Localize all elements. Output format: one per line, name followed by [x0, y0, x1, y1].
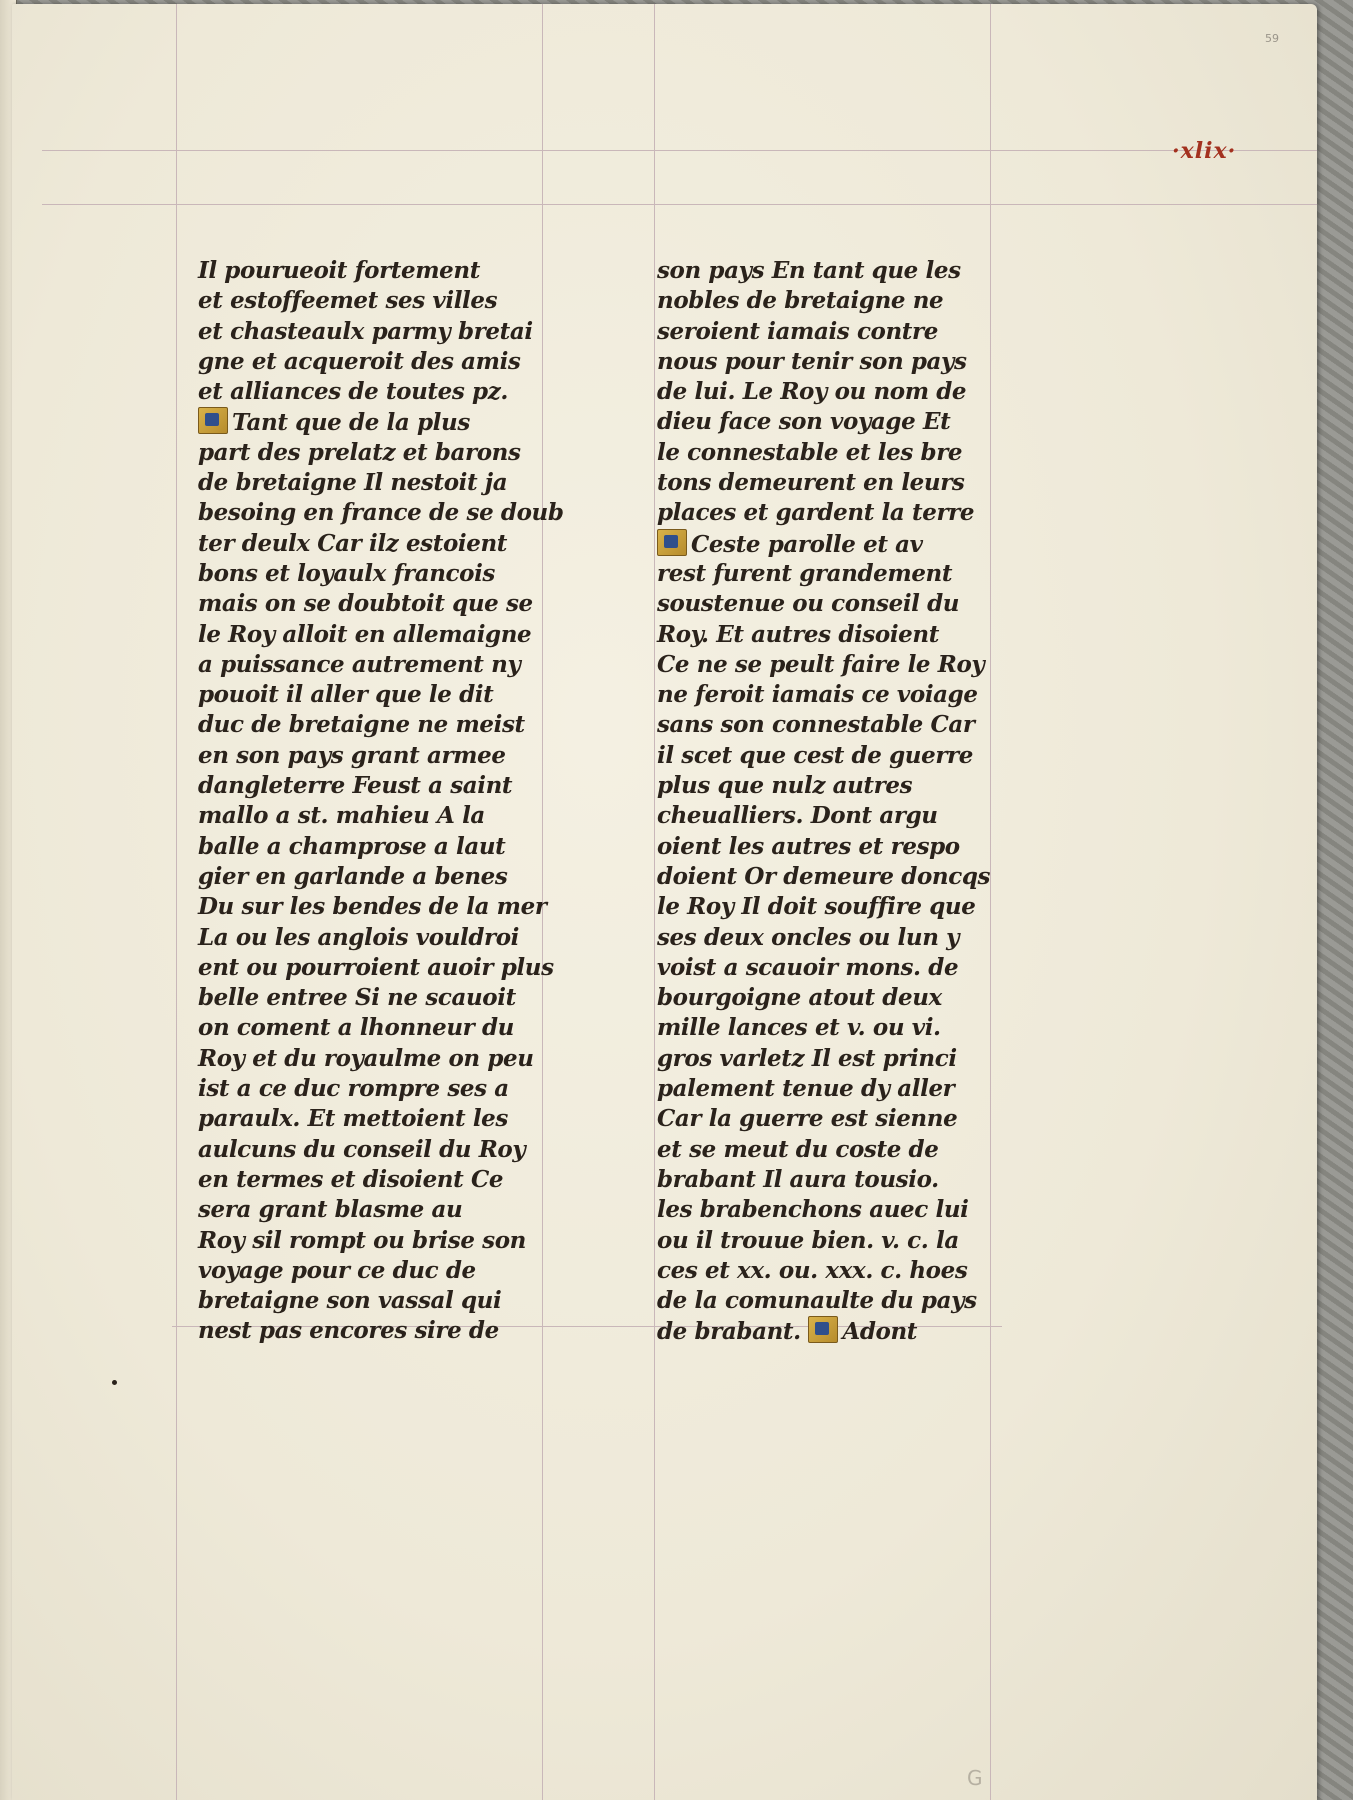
- text-line: [657, 589, 1057, 619]
- line-text: paraulx. Et mettoient les: [198, 1105, 508, 1133]
- illuminated-initial-icon: [808, 1316, 838, 1343]
- text-line: [657, 1135, 1057, 1165]
- text-line: [657, 1013, 1057, 1043]
- line-text: a puissance autrement ny: [198, 650, 521, 678]
- line-text: part des prelatz et barons: [198, 438, 521, 466]
- line-text: son pays En tant que les: [657, 257, 961, 284]
- line-text: ou il trouue bien. v. c. la: [657, 1226, 959, 1254]
- line-text: il scet que cest de guerre: [657, 741, 973, 769]
- line-text: besoing en france de se doub: [198, 499, 564, 527]
- ruling-line: [42, 204, 1317, 205]
- text-line: [198, 468, 598, 498]
- line-text: bretaigne son vassal qui: [198, 1287, 502, 1315]
- line-text: ces et xx. ou. xxx. c. hoes: [657, 1256, 968, 1284]
- text-line: [657, 1044, 1057, 1074]
- text-line: [198, 377, 598, 407]
- line-text: ist a ce duc rompre ses a: [198, 1075, 509, 1103]
- text-line: [657, 468, 1057, 498]
- ruling-line: [654, 4, 655, 1800]
- line-text: bons et loyaulx francois: [198, 559, 495, 587]
- line-text: le connestable et les bre: [657, 438, 963, 466]
- text-line: [198, 498, 598, 528]
- text-line: [657, 1195, 1057, 1225]
- illuminated-initial-icon: [198, 407, 228, 434]
- text-line: [657, 347, 1057, 377]
- text-line: [657, 317, 1057, 347]
- line-text: gne et acqueroit des amis: [198, 347, 521, 375]
- text-line: [198, 529, 598, 559]
- text-line: [198, 407, 598, 437]
- line-text: mais on se doubtoit que se: [198, 590, 533, 618]
- folio-numeral: xlix: [1180, 138, 1228, 164]
- line-text: palement tenue dy aller: [657, 1075, 955, 1103]
- line-text: ses deux oncles ou lun y: [657, 923, 960, 951]
- text-line: [198, 438, 598, 468]
- line-text: dieu face son voyage Et: [657, 408, 951, 436]
- ruling-line: [42, 150, 1317, 151]
- line-text: et chasteaulx parmy bretai: [198, 317, 533, 345]
- text-line: [198, 317, 598, 347]
- line-text: pouoit il aller que le dit: [198, 681, 494, 709]
- text-line: [657, 862, 1057, 892]
- line-text: Du sur les bendes de la mer: [198, 893, 547, 921]
- text-line: [198, 771, 598, 801]
- bottom-pencil-mark: G: [967, 1766, 983, 1790]
- text-line: [657, 953, 1057, 983]
- text-line: [657, 529, 1057, 559]
- line-text: le Roy alloit en allemaigne: [198, 620, 532, 648]
- text-line: [657, 620, 1057, 650]
- line-text: belle entree Si ne scauoit: [198, 984, 516, 1012]
- text-line: [198, 1226, 598, 1256]
- illuminated-initial-icon: [657, 529, 687, 556]
- text-line: [198, 832, 598, 862]
- text-line: [198, 680, 598, 710]
- line-text: de lui. Le Roy ou nom de: [657, 378, 967, 406]
- line-text: Ce ne se peult faire le Roy: [657, 650, 985, 678]
- line-text: et se meut du coste de: [657, 1135, 939, 1163]
- text-line: [657, 771, 1057, 801]
- line-text: soustenue ou conseil du: [657, 590, 960, 618]
- text-line: [198, 710, 598, 740]
- text-line: [657, 1256, 1057, 1286]
- line-text: Il pourueoit fortement: [198, 257, 480, 284]
- line-text: places et gardent la terre: [657, 499, 975, 527]
- text-line: [657, 498, 1057, 528]
- text-line: [657, 892, 1057, 922]
- text-line: [198, 1165, 598, 1195]
- folio-number: ·xlix·: [1172, 138, 1237, 164]
- text-line: [198, 862, 598, 892]
- text-line: [198, 1135, 598, 1165]
- text-line: [657, 438, 1057, 468]
- text-line: [657, 407, 1057, 437]
- line-text: balle a champrose a laut: [198, 832, 506, 860]
- line-text: de brabant.: [657, 1318, 809, 1346]
- text-line: [657, 1104, 1057, 1134]
- text-line: [198, 1286, 598, 1316]
- line-text: duc de bretaigne ne meist: [198, 711, 525, 739]
- line-text: nest pas encores sire de: [198, 1317, 499, 1345]
- text-line: [198, 589, 598, 619]
- line-text: gros varletz Il est princi: [657, 1044, 957, 1072]
- line-text: Adont: [842, 1318, 917, 1346]
- line-text: rest furent grandement: [657, 559, 953, 587]
- text-line: [657, 1226, 1057, 1256]
- line-text: mille lances et v. ou vi.: [657, 1014, 941, 1042]
- text-line: [198, 1104, 598, 1134]
- line-text: gier en garlande a benes: [198, 862, 508, 890]
- line-text: et alliances de toutes pz.: [198, 378, 508, 406]
- text-line: [198, 559, 598, 589]
- text-line: [657, 650, 1057, 680]
- text-line: [198, 801, 598, 831]
- text-line: [657, 256, 1057, 286]
- line-text: voyage pour ce duc de: [198, 1256, 476, 1284]
- line-text: Roy sil rompt ou brise son: [198, 1226, 526, 1254]
- line-text: les brabenchons auec lui: [657, 1196, 969, 1224]
- line-text: plus que nulz autres: [657, 772, 913, 800]
- text-line: [198, 923, 598, 953]
- line-text: sans son connestable Car: [657, 711, 975, 739]
- text-line: [198, 983, 598, 1013]
- text-line: [198, 650, 598, 680]
- line-text: Car la guerre est sienne: [657, 1105, 958, 1133]
- pencil-foliation: 59: [1265, 32, 1279, 45]
- line-text: ter deulx Car ilz estoient: [198, 529, 508, 557]
- line-text: oient les autres et respo: [657, 832, 960, 860]
- text-line: [198, 286, 598, 316]
- text-line: [198, 953, 598, 983]
- line-text: Roy et du royaulme on peu: [198, 1044, 534, 1072]
- text-line: [657, 1074, 1057, 1104]
- ruling-line: [176, 4, 177, 1800]
- text-line: [198, 347, 598, 377]
- text-line: [198, 1316, 598, 1346]
- line-text: doient Or demeure doncqs: [657, 862, 991, 890]
- line-text: ent ou pourroient auoir plus: [198, 953, 554, 981]
- line-text: en son pays grant armee: [198, 741, 506, 769]
- text-line: [198, 620, 598, 650]
- text-line: [198, 1256, 598, 1286]
- text-line: [657, 1165, 1057, 1195]
- text-line: [198, 256, 598, 286]
- text-line: [198, 1195, 598, 1225]
- line-text: brabant Il aura tousio.: [657, 1165, 939, 1193]
- text-line: [198, 1013, 598, 1043]
- text-line: [657, 377, 1057, 407]
- line-text: voist a scauoir mons. de: [657, 953, 959, 981]
- line-text: le Roy Il doit souffire que: [657, 893, 976, 921]
- ink-dot: [112, 1380, 117, 1385]
- text-line: [657, 710, 1057, 740]
- text-column-left: [198, 256, 598, 1347]
- text-line: [657, 741, 1057, 771]
- text-line: [657, 286, 1057, 316]
- text-line: [657, 832, 1057, 862]
- line-text: Roy. Et autres disoient: [657, 620, 939, 648]
- text-line: [657, 559, 1057, 589]
- text-column-right: [657, 256, 1057, 1347]
- text-line: [657, 1316, 1057, 1346]
- line-text: La ou les anglois vouldroi: [198, 923, 520, 951]
- text-line: [198, 1044, 598, 1074]
- line-text: tons demeurent en leurs: [657, 469, 965, 497]
- line-text: nobles de bretaigne ne: [657, 287, 944, 315]
- line-text: aulcuns du conseil du Roy: [198, 1135, 526, 1163]
- line-text: dangleterre Feust a saint: [198, 772, 513, 800]
- text-line: [657, 1286, 1057, 1316]
- line-text: et estoffeemet ses villes: [198, 287, 498, 315]
- line-text: cheualliers. Dont argu: [657, 802, 938, 830]
- line-text: en termes et disoient Ce: [198, 1165, 504, 1193]
- text-line: [657, 983, 1057, 1013]
- text-line: [198, 1074, 598, 1104]
- line-text: bourgoigne atout deux: [657, 984, 942, 1012]
- text-line: [198, 892, 598, 922]
- text-line: [657, 680, 1057, 710]
- text-line: [657, 801, 1057, 831]
- line-text: mallo a st. mahieu A la: [198, 802, 485, 830]
- line-text: ne feroit iamais ce voiage: [657, 681, 978, 709]
- line-text: sera grant blasme au: [198, 1196, 463, 1224]
- line-text: seroient iamais contre: [657, 317, 938, 345]
- line-text: de la comunaulte du pays: [657, 1287, 977, 1315]
- text-line: [198, 741, 598, 771]
- manuscript-page: [12, 4, 1317, 1800]
- line-text: nous pour tenir son pays: [657, 347, 967, 375]
- text-line: [657, 923, 1057, 953]
- line-text: Tant que de la plus: [232, 409, 470, 437]
- line-text: on coment a lhonneur du: [198, 1014, 514, 1042]
- line-text: de bretaigne Il nestoit ja: [198, 469, 508, 497]
- line-text: Ceste parolle et av: [691, 530, 923, 558]
